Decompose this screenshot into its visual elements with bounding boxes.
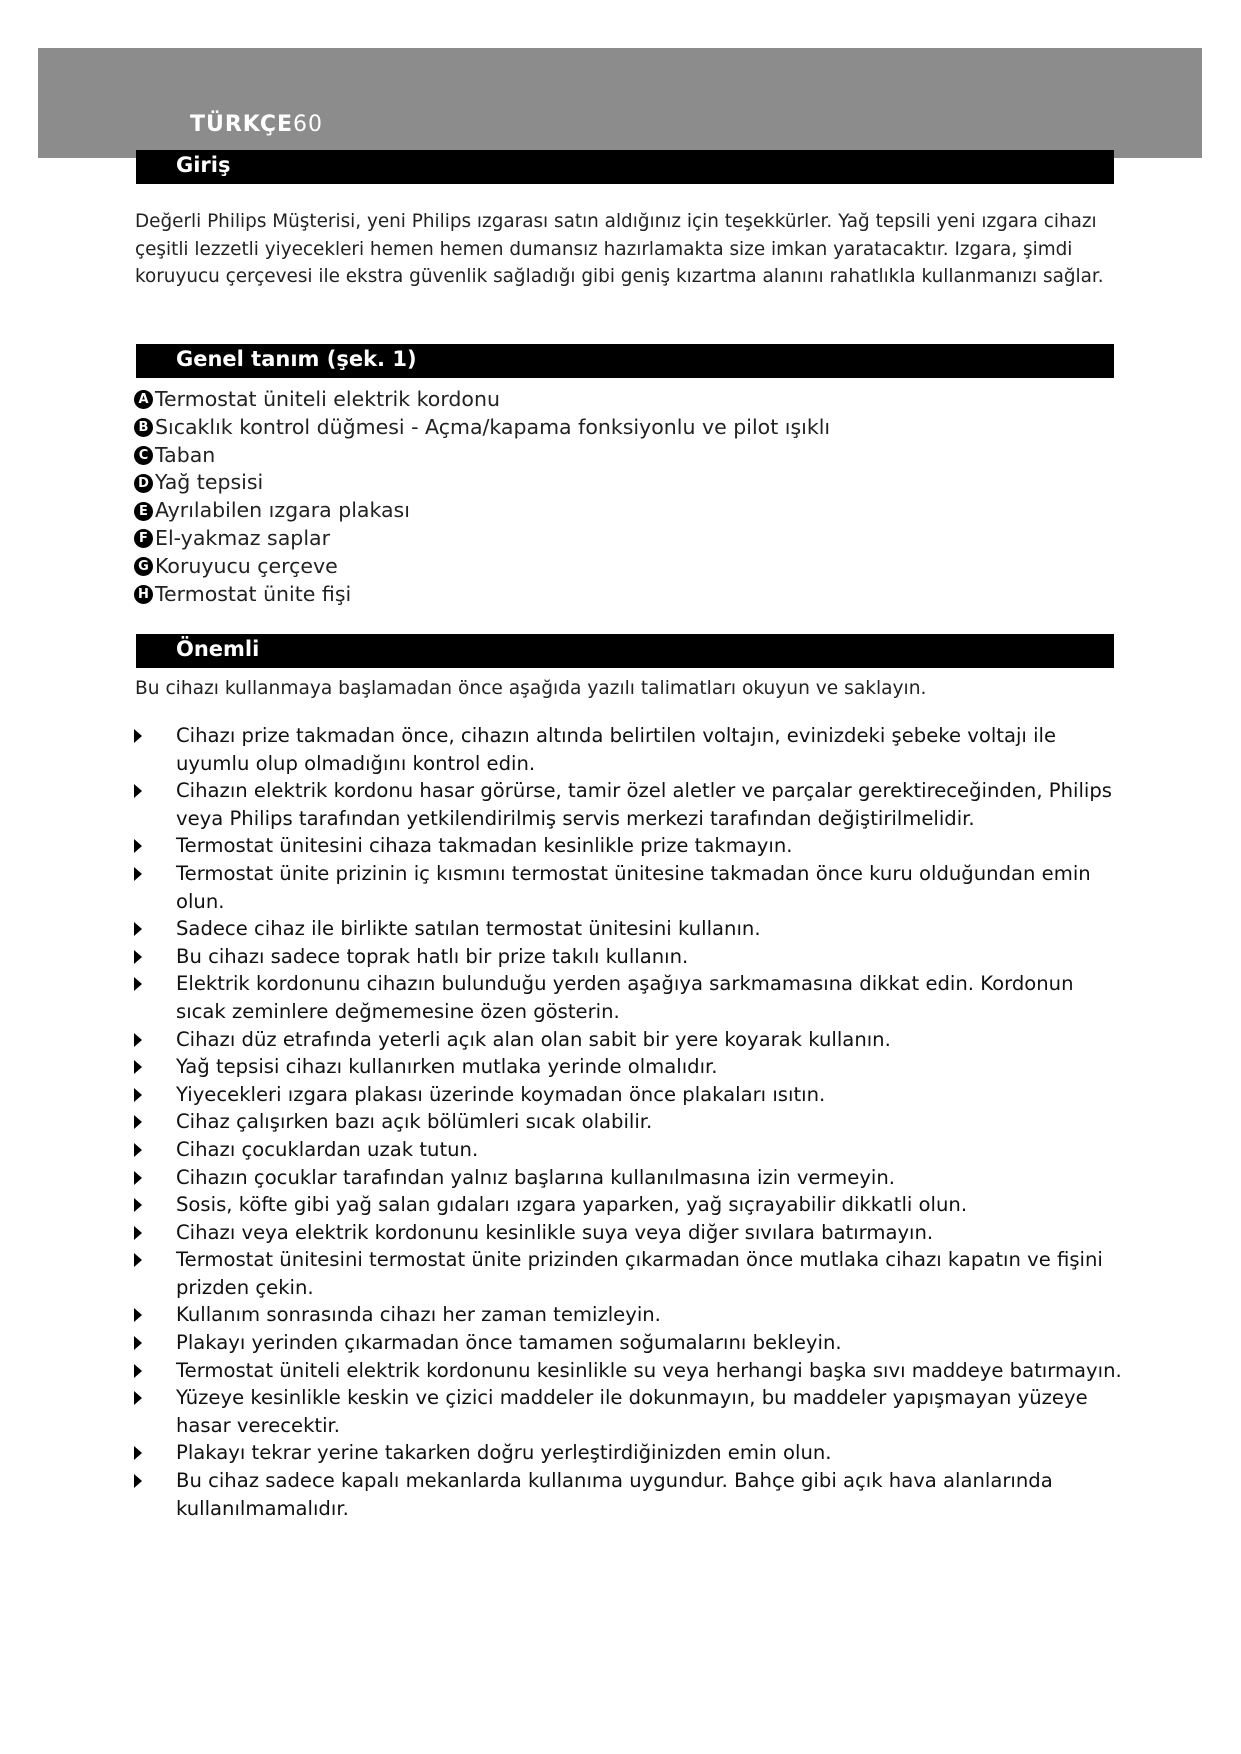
bullet-arrow-icon bbox=[134, 784, 142, 798]
warning-item bbox=[132, 1329, 1122, 1357]
warning-text: Yüzeye kesinlikle keskin ve çizici maddeler ile dokunmayın, bu maddeler yapışmayan yüzeye hasar verecektir. bbox=[176, 1386, 1088, 1437]
warning-text: Cihazı prize takmadan önce, cihazın altında belirtilen voltajın, evinizdeki şebeke voltajı ile uyumlu olup olmadığını kontrol edin. bbox=[176, 724, 1057, 775]
bullet-arrow-icon bbox=[134, 1171, 142, 1185]
letter-badge-icon: G bbox=[134, 557, 153, 576]
warning-item bbox=[132, 1357, 1122, 1385]
warning-text: Termostat ünite prizinin iç kısmını termostat ünitesine takmadan önce kuru olduğundan emin olun. bbox=[176, 861, 1091, 913]
warning-text: Plakayı tekrar yerine takarken doğru yerleştirdiğinizden emin olun. bbox=[176, 1441, 832, 1465]
bullet-arrow-icon bbox=[134, 839, 142, 853]
warning-item bbox=[132, 832, 1122, 860]
part-item bbox=[134, 581, 830, 609]
warning-item bbox=[132, 970, 1122, 1025]
part-label: Sıcaklık kontrol düğmesi - Açma/kapama fonksiyonlu ve pilot ışıklı bbox=[155, 414, 831, 439]
warning-text: Termostat üniteli elektrik kordonunu kesinlikle su veya herhangi başka sıvı maddeye batırmayın. bbox=[176, 1358, 1122, 1382]
warning-text: Cihaz çalışırken bazı açık bölümleri sıcak olabilir. bbox=[176, 1110, 653, 1134]
warning-text: Bu cihaz sadece kapalı mekanlarda kullanıma uygundur. Bahçe gibi açık hava alanlarında kullanılmamalıdır. bbox=[176, 1469, 1053, 1520]
bullet-arrow-icon bbox=[134, 1308, 142, 1322]
page-number: 60 bbox=[293, 112, 324, 137]
warning-item bbox=[132, 1246, 1122, 1301]
part-item bbox=[134, 386, 830, 414]
part-label: Ayrılabilen ızgara plakası bbox=[155, 498, 410, 523]
warning-item bbox=[132, 777, 1122, 832]
section-title-important: Önemli bbox=[176, 637, 260, 661]
letter-badge-icon: B bbox=[134, 418, 153, 437]
warning-text: Cihazın çocuklar tarafından yalnız başlarına kullanılmasına izin vermeyin. bbox=[176, 1165, 896, 1189]
letter-badge-icon: H bbox=[134, 585, 153, 604]
bullet-arrow-icon bbox=[134, 1033, 142, 1047]
bullet-arrow-icon bbox=[134, 1253, 142, 1267]
bullet-arrow-icon bbox=[134, 1226, 142, 1240]
part-item bbox=[134, 553, 830, 581]
bullet-arrow-icon bbox=[134, 867, 142, 881]
warning-item bbox=[132, 722, 1122, 777]
bullet-arrow-icon bbox=[134, 1115, 142, 1129]
section-heading-intro bbox=[136, 150, 1114, 184]
warning-text: Termostat ünitesini cihaza takmadan kesinlikle prize takmayın. bbox=[176, 834, 793, 858]
warning-item bbox=[132, 1026, 1122, 1054]
letter-badge-icon: C bbox=[134, 446, 153, 465]
important-note: Bu cihazı kullanmaya başlamadan önce aşağıda yazılı talimatları okuyun ve saklayın. bbox=[135, 678, 927, 699]
warning-text: Cihazı veya elektrik kordonunu kesinlikle suya veya diğer sıvılara batırmayın. bbox=[176, 1220, 934, 1244]
part-item bbox=[134, 497, 830, 525]
part-item bbox=[134, 525, 830, 553]
warning-item bbox=[132, 915, 1122, 943]
warning-text: Cihazın elektrik kordonu hasar görürse, tamir özel aletler ve parçalar gerektireceğinden, Philips veya Philips tarafından yetkilendirilmiş servis merkezi tarafından değiştirilmelidir. bbox=[176, 779, 1112, 830]
bullet-arrow-icon bbox=[134, 1198, 142, 1212]
warning-text: Bu cihazı sadece toprak hatlı bir prize takılı kullanın. bbox=[176, 944, 689, 968]
part-label: El-yakmaz saplar bbox=[155, 525, 331, 550]
header-band bbox=[38, 48, 1202, 158]
warning-item bbox=[132, 1164, 1122, 1192]
warning-text: Sosis, köfte gibi yağ salan gıdaları ızgara yaparken, yağ sıçrayabilir dikkatli olun. bbox=[176, 1193, 968, 1217]
bullet-arrow-icon bbox=[134, 1336, 142, 1350]
warning-item bbox=[132, 1081, 1122, 1109]
bullet-arrow-icon bbox=[134, 1088, 142, 1102]
warning-item bbox=[132, 1384, 1122, 1439]
warning-item bbox=[132, 1439, 1122, 1467]
warning-text: Sadece cihaz ile birlikte satılan termostat ünitesini kullanın. bbox=[176, 917, 761, 941]
part-label: Termostat üniteli elektrik kordonu bbox=[155, 387, 500, 411]
bullet-arrow-icon bbox=[134, 950, 142, 964]
warning-text: Yiyecekleri ızgara plakası üzerinde koymadan önce plakaları ısıtın. bbox=[176, 1082, 826, 1106]
letter-badge-icon: A bbox=[134, 390, 153, 409]
part-item bbox=[134, 442, 830, 470]
warning-item bbox=[132, 1301, 1122, 1329]
bullet-arrow-icon bbox=[134, 1474, 142, 1488]
warning-item bbox=[132, 1219, 1122, 1247]
warning-item bbox=[132, 1108, 1122, 1136]
part-label: Yağ tepsisi bbox=[155, 470, 264, 495]
part-item bbox=[134, 469, 830, 497]
letter-badge-icon: D bbox=[134, 474, 153, 493]
warning-item bbox=[132, 1467, 1122, 1522]
warning-item bbox=[132, 1053, 1122, 1081]
section-heading-important bbox=[136, 634, 1114, 668]
warning-text: Elektrik kordonunu cihazın bulunduğu yerden aşağıya sarkmamasına dikkat edin. Kordonun sıcak zeminlere değmemesine özen gösterin. bbox=[176, 972, 1074, 1023]
bullet-arrow-icon bbox=[134, 1060, 142, 1074]
bullet-arrow-icon bbox=[134, 729, 142, 743]
bullet-arrow-icon bbox=[134, 1364, 142, 1378]
letter-badge-icon: F bbox=[134, 529, 153, 548]
warning-text: Yağ tepsisi cihazı kullanırken mutlaka yerinde olmalıdır. bbox=[176, 1055, 718, 1079]
section-title-intro: Giriş bbox=[176, 153, 231, 177]
letter-badge-icon: E bbox=[134, 502, 153, 521]
warning-item bbox=[132, 860, 1122, 915]
warning-text: Plakayı yerinden çıkarmadan önce tamamen soğumalarını bekleyin. bbox=[176, 1331, 842, 1355]
part-label: Koruyucu çerçeve bbox=[155, 553, 338, 578]
bullet-arrow-icon bbox=[134, 1391, 142, 1405]
language-label: TÜRKÇE bbox=[190, 112, 294, 137]
parts-list bbox=[134, 386, 830, 608]
warning-text: Cihazı çocuklardan uzak tutun. bbox=[176, 1137, 479, 1161]
part-label: Termostat ünite fişi bbox=[155, 581, 352, 606]
section-title-general: Genel tanım (şek. 1) bbox=[176, 347, 417, 371]
warnings-list bbox=[132, 722, 1122, 1522]
part-item bbox=[134, 414, 830, 442]
intro-paragraph: Değerli Philips Müşterisi, yeni Philips ızgarası satın aldığınız için teşekkürler. Yağ tepsili yeni ızgara cihazı çeşitli lezzetli yiyecekleri hemen hemen dumansız hazırlamakta size imkan yaratacaktır. Izgara, şimdi koruyucu çerçevesi ile ekstra güvenlik sağladığı gibi geniş kızartma alanını rahatlıkla kullanmanızı sağlar. bbox=[135, 211, 1104, 287]
warning-item bbox=[132, 1136, 1122, 1164]
bullet-arrow-icon bbox=[134, 977, 142, 991]
part-label: Taban bbox=[155, 442, 216, 467]
warning-text: Termostat ünitesini termostat ünite prizinden çıkarmadan önce mutlaka cihazı kapatın ve fişini prizden çekin. bbox=[176, 1248, 1103, 1299]
warning-item bbox=[132, 1191, 1122, 1219]
warning-text: Kullanım sonrasında cihazı her zaman temizleyin. bbox=[176, 1303, 661, 1327]
warning-text: Cihazı düz etrafında yeterli açık alan olan sabit bir yere koyarak kullanın. bbox=[176, 1027, 891, 1051]
section-heading-general bbox=[136, 344, 1114, 378]
warning-item bbox=[132, 943, 1122, 971]
page-header bbox=[190, 112, 323, 137]
bullet-arrow-icon bbox=[134, 1143, 142, 1157]
bullet-arrow-icon bbox=[134, 922, 142, 936]
bullet-arrow-icon bbox=[134, 1446, 142, 1460]
